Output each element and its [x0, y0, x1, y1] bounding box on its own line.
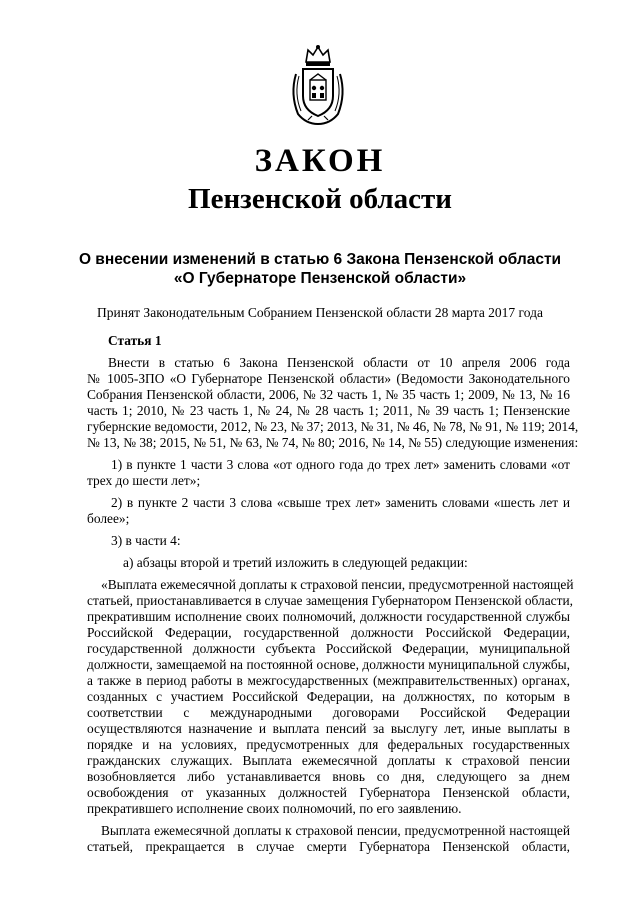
text-line: освобождения от указанных должностей Губернатора Пензенской области, [87, 785, 570, 800]
article-intro-paragraph [87, 355, 579, 451]
text-line: 3) в части 4: [111, 533, 181, 548]
text-line: государственной должности субъекта Российской Федерации, муниципальной [87, 641, 570, 656]
region-title: Пензенской области [188, 183, 452, 215]
text-line: порядке и на условиях, предусмотренных для федеральных государственных [87, 737, 570, 752]
text-line: губернские ведомости, 2012, № 23, № 37; 2013, № 31, № 46, № 78, № 91, № 119; 2014, [87, 419, 579, 434]
text-line: № 13, № 38; 2015, № 51, № 63, № 74, № 80; 2016, № 14, № 55) следующие изменения: [87, 435, 579, 450]
text-line: Внести в статью 6 Закона Пензенской области от 10 апреля 2006 года [108, 355, 570, 370]
amendment-item-3a [87, 555, 570, 571]
text-line: а) абзацы второй и третий изложить в следующей редакции: [123, 555, 468, 570]
text-line: осуществляются назначение и выплата пенсий за выслугу лет, иные выплаты в [87, 721, 570, 736]
text-line: а также в период работы в межгосударственных (межправительственных) органах, [87, 673, 570, 688]
text-line: 2) в пункте 2 части 3 слова «свыше трех лет» заменить словами «шесть лет и [111, 495, 570, 510]
text-line: Российской Федерации, государственной должности Российской Федерации, [87, 625, 570, 640]
text-line: статьей, прекращается в случае смерти Губернатора Пензенской области, [87, 839, 570, 854]
text-line: трех до шести лет»; [87, 473, 201, 488]
text-line: часть 1; 2010, № 23 часть 1, № 24, № 28 часть 1; 2011, № 39 часть 1; Пензенские [87, 403, 570, 418]
amendment-item-1 [87, 457, 570, 489]
amendment-item-2 [87, 495, 570, 527]
text-line: Выплата ежемесячной доплаты к страховой пенсии, предусмотренной настоящей [101, 823, 570, 838]
quoted-paragraph-1 [87, 577, 574, 817]
text-line: должности, замещаемой на постоянной основе, должности муниципальной службы, [87, 657, 570, 672]
adoption-note: Принят Законодательным Собранием Пензенской области 28 марта 2017 года [97, 305, 543, 320]
quoted-paragraph-2 [87, 823, 570, 855]
law-title: ЗАКОН [254, 143, 386, 179]
article-title: Статья 1 [108, 333, 162, 348]
text-line: более»; [87, 511, 130, 526]
text-line: созданных с участием Российской Федерации, на должностях, по которым в [87, 689, 570, 704]
text-line: № 1005-ЗПО «О Губернаторе Пензенской области» (Ведомости Законодательного [87, 371, 570, 386]
text-line: «Выплата ежемесячной доплаты к страховой пенсии, предусмотренной настоящей [101, 577, 574, 592]
heading-line-2: «О Губернаторе Пензенской области» [173, 270, 467, 287]
text-line: прекратившего исполнение своих полномочий, по его заявлению. [87, 801, 462, 816]
amendment-item-3 [87, 533, 570, 549]
document-heading [60, 250, 580, 288]
article-body [87, 333, 579, 861]
text-line: прекратившим исполнение своих полномочий, должности государственной службы [87, 609, 570, 624]
coat-of-arms-icon [286, 44, 350, 126]
text-line: гражданских служащих. Выплата ежемесячной доплаты к страховой пенсии [87, 753, 570, 768]
text-line: 1) в пункте 1 части 3 слова «от одного года до трех лет» заменить словами «от [111, 457, 570, 472]
heading-line-1: О внесении изменений в статью 6 Закона Пензенской области [78, 251, 562, 268]
text-line: статьей, приостанавливается в случае замещения Губернатором Пензенской области, [87, 593, 573, 608]
text-line: Собрания Пензенской области, 2006, № 32 часть 1, № 35 часть 1; 2009, № 13, № 16 [87, 387, 570, 402]
text-line: возобновляется либо устанавливается вновь со дня, следующего за днем [87, 769, 570, 784]
text-line: соответствии с международными договорами Российской Федерации [87, 705, 570, 720]
